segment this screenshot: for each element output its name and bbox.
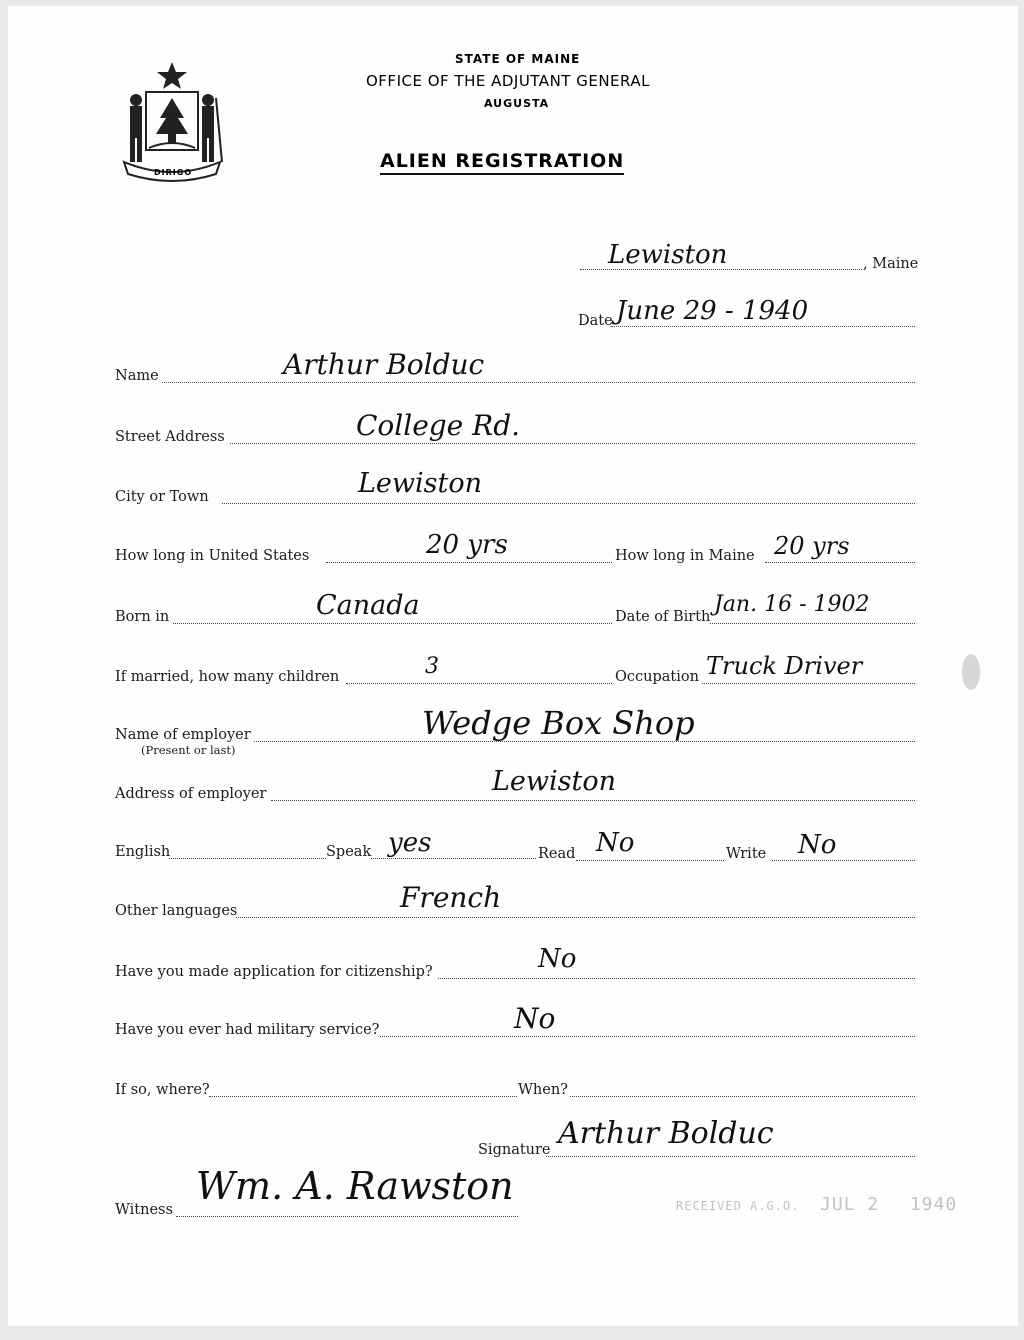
seal-motto: DIRIGO (154, 168, 193, 177)
maine-years-value: 20 yrs (774, 532, 850, 560)
witness-value: Wm. A. Rawston (196, 1164, 514, 1208)
date-line (611, 326, 915, 327)
registration-form (8, 6, 1018, 1326)
employer-label: Name of employer (115, 727, 251, 743)
form-title: ALIEN REGISTRATION (380, 150, 624, 175)
maine-years-label: How long in Maine (615, 548, 755, 564)
where-line (209, 1096, 517, 1097)
stamp-text: RECEIVED A.G.O. (676, 1199, 800, 1213)
city-label: City or Town (115, 489, 209, 505)
born-value: Canada (316, 590, 420, 621)
read-label: Read (538, 846, 576, 862)
where-label: If so, where? (115, 1082, 210, 1098)
speak-label: Speak (326, 844, 372, 860)
citizenship-line (438, 978, 915, 979)
dob-line (710, 623, 915, 624)
children-line (346, 683, 612, 684)
stamp-year: 1940 (909, 1194, 958, 1215)
write-value: No (798, 830, 837, 860)
name-label: Name (115, 368, 159, 384)
office-heading: OFFICE OF THE ADJUTANT GENERAL (366, 72, 650, 90)
when-label: When? (518, 1082, 568, 1098)
dob-value: Jan. 16 - 1902 (714, 592, 870, 617)
city-line (222, 503, 915, 504)
street-line (230, 443, 915, 444)
signature-label: Signature (478, 1142, 551, 1158)
speak-value: yes (388, 828, 432, 858)
stamp-month-day: JUL 2 (820, 1194, 880, 1215)
signature-line (546, 1156, 915, 1157)
military-line (380, 1036, 915, 1037)
read-line (576, 860, 724, 861)
born-label: Born in (115, 609, 170, 625)
date-value: June 29 - 1940 (616, 296, 809, 326)
english-line (169, 858, 326, 859)
occupation-value: Truck Driver (706, 652, 863, 680)
us-years-label: How long in United States (115, 548, 310, 564)
read-value: No (596, 828, 635, 858)
other-languages-value: French (400, 881, 502, 914)
date-label: Date (578, 313, 613, 329)
witness-line (176, 1216, 518, 1217)
occupation-line (702, 683, 915, 684)
occupation-label: Occupation (615, 669, 699, 685)
employer-sublabel: (Present or last) (141, 743, 236, 757)
employer-address-value: Lewiston (492, 766, 617, 797)
when-line (570, 1096, 915, 1097)
state-seal-icon (116, 58, 228, 184)
city-value: Lewiston (358, 468, 483, 499)
street-label: Street Address (115, 429, 225, 445)
military-value: No (514, 1002, 556, 1035)
employer-value: Wedge Box Shop (422, 704, 695, 742)
name-line (162, 382, 915, 383)
us-years-line (326, 562, 612, 563)
children-label: If married, how many children (115, 669, 340, 685)
military-label: Have you ever had military service? (115, 1022, 380, 1038)
city-heading: AUGUSTA (484, 97, 550, 110)
other-languages-label: Other languages (115, 903, 238, 919)
signature-value: Arthur Bolduc (558, 1116, 774, 1151)
born-line (173, 623, 612, 624)
write-label: Write (726, 846, 767, 862)
place-value: Lewiston (608, 240, 728, 270)
maine-years-line (765, 562, 915, 563)
place-label: , Maine (863, 256, 919, 272)
citizenship-value: No (538, 944, 577, 974)
received-stamp (676, 1194, 957, 1215)
other-languages-line (236, 917, 915, 918)
paper-smudge (962, 654, 980, 690)
dob-label: Date of Birth (615, 609, 711, 625)
children-value: 3 (425, 654, 439, 679)
us-years-value: 20 yrs (426, 530, 508, 560)
name-value: Arthur Bolduc (283, 348, 485, 381)
write-line (772, 860, 915, 861)
state-heading: STATE OF MAINE (455, 52, 581, 66)
street-value: College Rd. (356, 409, 521, 442)
employer-address-line (271, 800, 915, 801)
citizenship-label: Have you made application for citizenship? (115, 964, 433, 980)
speak-line (371, 858, 536, 859)
english-label: English (115, 844, 171, 860)
witness-label: Witness (115, 1202, 173, 1218)
employer-address-label: Address of employer (115, 786, 267, 802)
